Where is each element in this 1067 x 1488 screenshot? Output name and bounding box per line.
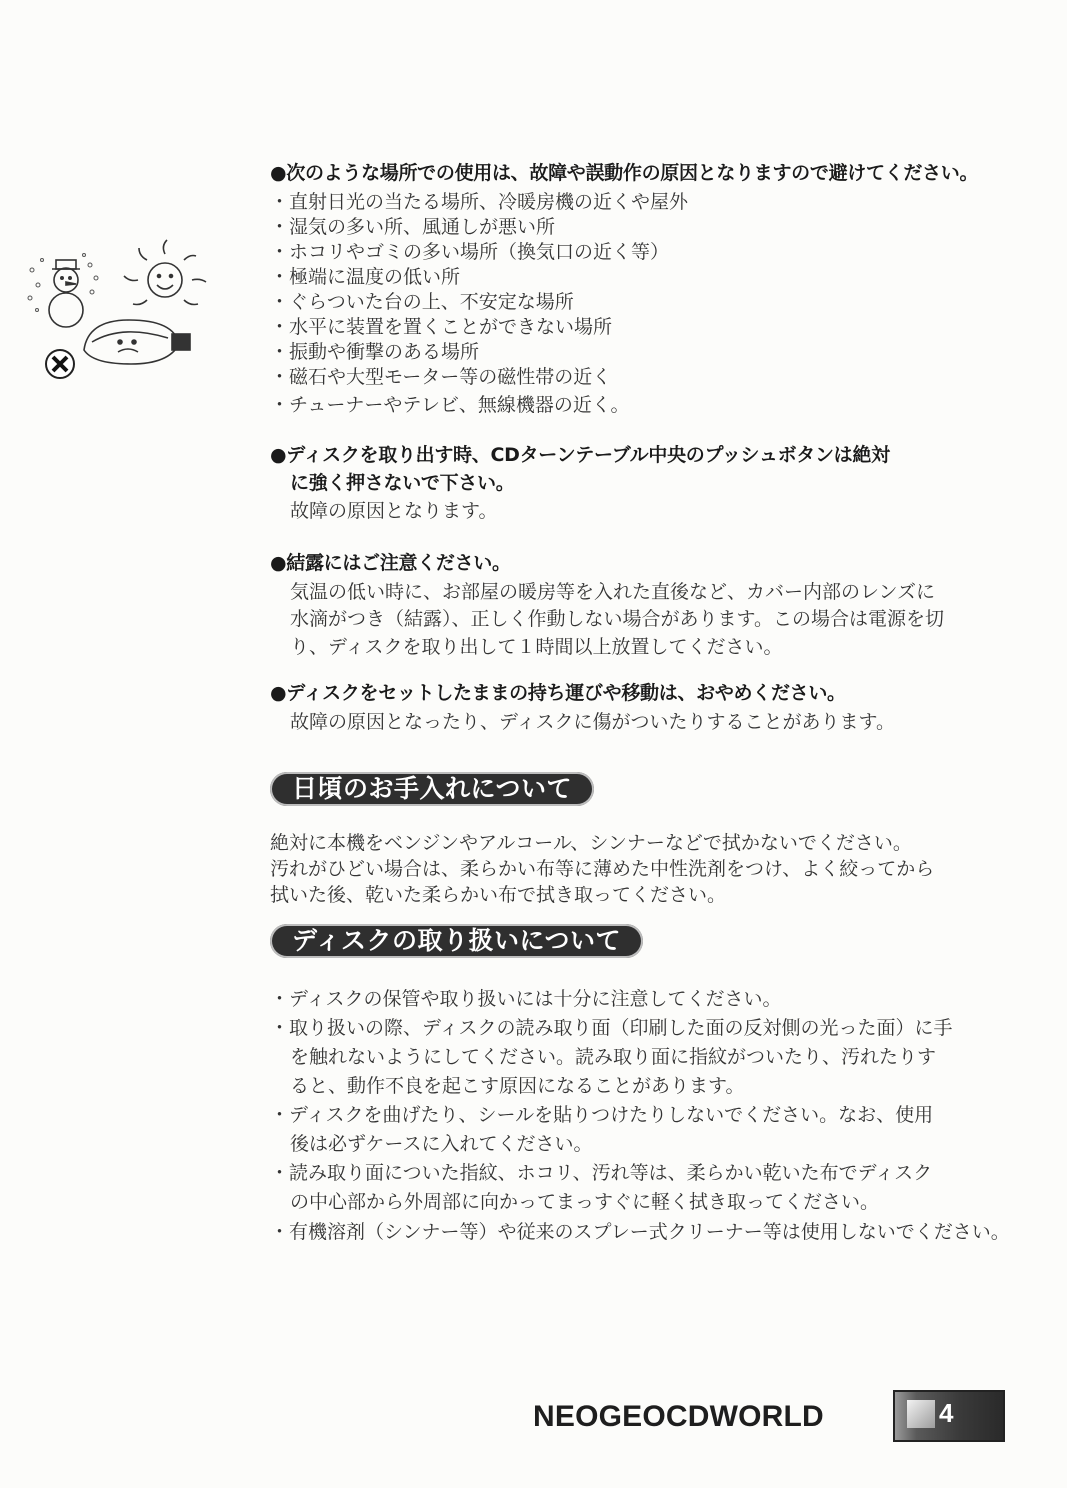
bad-location-illustration-icon xyxy=(22,230,222,390)
section3-body-line: 水滴がつき（結露）、正しく作動しない場合があります。この場合は電源を切 xyxy=(290,608,944,630)
console-unit-icon xyxy=(84,320,190,364)
section2-heading-line1: ●ディスクを取り出す時、CDターンテーブル中央のプッシュボタンは絶対 xyxy=(270,444,890,466)
disc-line: ・読み取り面についた指紋、ホコリ、汚れ等は、柔らかい乾いた布でディスク xyxy=(270,1162,933,1184)
prohibited-mark-icon xyxy=(46,350,74,378)
disc-line: ・有機溶剤（シンナー等）や従来のスプレー式クリーナー等は使用しないでください。 xyxy=(270,1221,1010,1243)
disc-line: ・ディスクを曲げたり、シールを貼りつけたりしないでください。なお、使用 xyxy=(270,1104,934,1126)
disc-section-title: ディスクの取り扱いについて xyxy=(270,924,643,958)
list-item: ・振動や衝撃のある場所 xyxy=(270,341,480,363)
care-body-line: 汚れがひどい場合は、柔らかい布等に薄めた中性洗剤をつけ、よく絞ってから xyxy=(270,858,935,880)
list-item: ・磁石や大型モーター等の磁性帯の近く xyxy=(270,366,612,388)
section3-body-line: 気温の低い時に、お部屋の暖房等を入れた直後など、カバー内部のレンズに xyxy=(290,581,935,603)
disc-line: 後は必ずケースに入れてください。 xyxy=(290,1133,593,1155)
section2-heading-line2: に強く押さないで下さい。 xyxy=(290,472,515,494)
care-body-line: 絶対に本機をベンジンやアルコール、シンナーなどで拭かないでください。 xyxy=(270,832,912,854)
snowman-icon xyxy=(49,260,83,327)
section2-body: 故障の原因となります。 xyxy=(290,500,498,522)
disc-line: ると、動作不良を起こす原因になることがあります。 xyxy=(290,1075,745,1097)
list-item: ・チューナーやテレビ、無線機器の近く。 xyxy=(270,394,630,416)
list-item: ・湿気の多い所、風通しが悪い所 xyxy=(270,216,556,238)
disc-line: の中心部から外周部に向かってまっすぐに軽く拭き取ってください。 xyxy=(290,1191,880,1213)
list-item: ・ぐらついた台の上、不安定な場所 xyxy=(270,291,574,313)
list-item: ・ホコリやゴミの多い場所（換気口の近く等） xyxy=(270,241,670,263)
section4-heading: ●ディスクをセットしたままの持ち運びや移動は、おやめください。 xyxy=(270,682,846,704)
page-number: 4 xyxy=(939,1398,954,1428)
list-item: ・直射日光の当たる場所、冷暖房機の近くや屋外 xyxy=(270,191,689,213)
care-section-title: 日頃のお手入れについて xyxy=(270,772,594,806)
section1-heading: ●次のような場所での使用は、故障や誤動作の原因となりますので避けてください。 xyxy=(270,162,979,184)
footer-brand: NEOGEOCDWORLD xyxy=(533,1400,824,1433)
section3-body-line: り、ディスクを取り出して１時間以上放置してください。 xyxy=(290,636,783,658)
list-item: ・極端に温度の低い所 xyxy=(270,266,461,288)
page-number-badge xyxy=(893,1390,1005,1442)
care-body-line: 拭いた後、乾いた柔らかい布で拭き取ってください。 xyxy=(270,884,727,906)
sun-icon xyxy=(124,240,206,305)
list-item: ・水平に装置を置くことができない場所 xyxy=(270,316,613,338)
section3-heading: ●結露にはご注意ください。 xyxy=(270,552,511,574)
disc-line: ・取り扱いの際、ディスクの読み取り面（印刷した面の反対側の光った面）に手 xyxy=(270,1017,953,1039)
page-badge-square-icon xyxy=(907,1400,935,1428)
disc-line: ・ディスクの保管や取り扱いには十分に注意してください。 xyxy=(270,988,782,1010)
section4-body: 故障の原因となったり、ディスクに傷がついたりすることがあります。 xyxy=(290,711,895,733)
disc-line: を触れないようにしてください。読み取り面に指紋がついたり、汚れたりす xyxy=(290,1046,937,1068)
